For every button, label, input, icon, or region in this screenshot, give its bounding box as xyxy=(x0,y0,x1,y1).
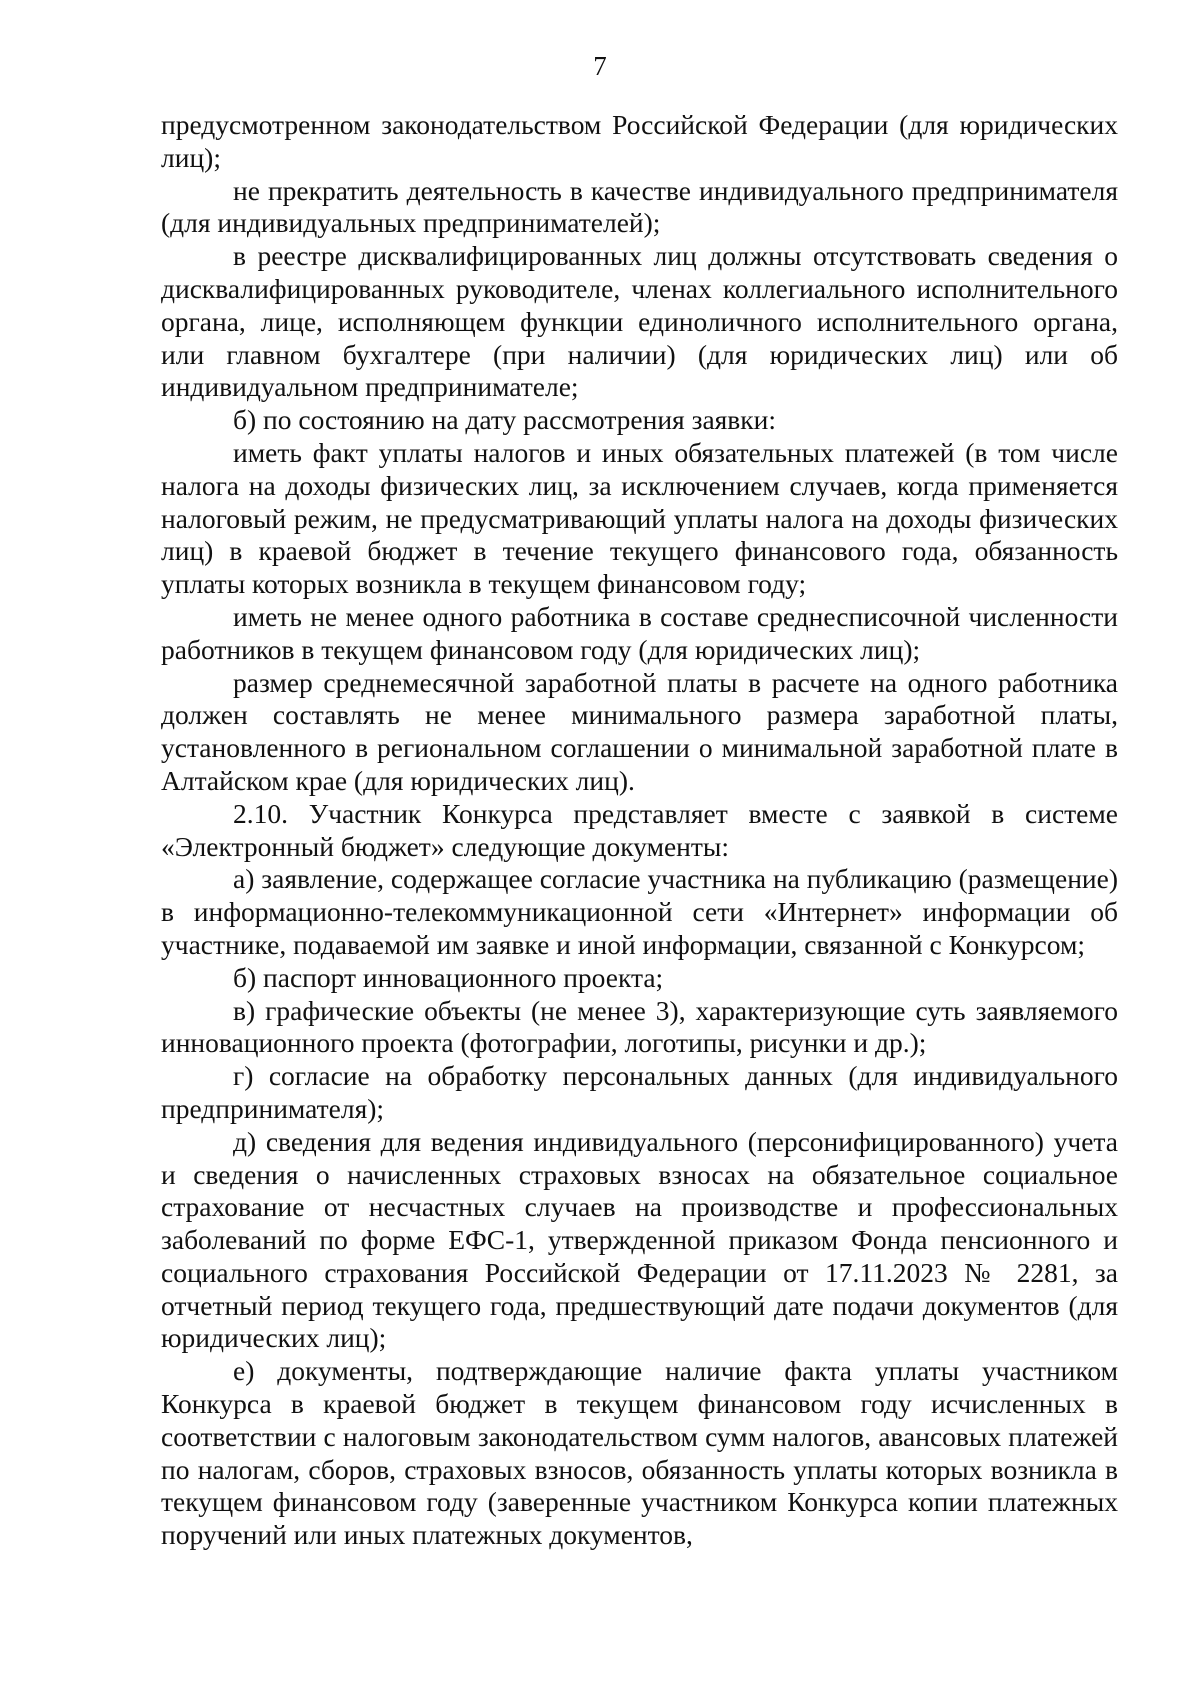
list-item-a: а) заявление, содержащее согласие участника на публикацию (размещение) в информационно-телекоммуникационной сети «Интернет» информации об участнике, подаваемой им заявке и иной информации, связанной с Конкурсом; xyxy=(161,863,1118,960)
page-number: 7 xyxy=(593,51,607,81)
paragraph: иметь факт уплаты налогов и иных обязательных платежей (в том числе налога на доходы физических лиц, за исключением случаев, когда применяется налоговый режим, не предусматривающий уплаты налога на доходы физических лиц) в краевой бюджет в течение текущего финансового года, обязанность уплаты которых возникла в текущем финансовом году; xyxy=(161,436,1118,600)
list-item-v: в) графические объекты (не менее 3), характеризующие суть заявляемого инновационного проекта (фотографии, логотипы, рисунки и др.); xyxy=(161,994,1118,1059)
list-item-d: д) сведения для ведения индивидуального (персонифицированного) учета и сведения о начисленных страховых взносах на обязательное социальное страхование от несчастных случаев на производстве и профессиональных заболеваний по форме ЕФС-1, утвержденной приказом Фонда пенсионного и социального страхования Российской Федерации от 17.11.2023 № 2281, за отчетный период текущего года, предшествующий дате подачи документов (для юридических лиц); xyxy=(161,1125,1118,1354)
paragraph: размер среднемесячной заработной платы в расчете на одного работника должен составлять не менее минимального размера заработной платы, установленного в региональном соглашении о минимальной заработной плате в Алтайском крае (для юридических лиц). xyxy=(161,666,1118,796)
section-paragraph-2-10: 2.10. Участник Конкурса представляет вместе с заявкой в системе «Электронный бюджет» следующие документы: xyxy=(161,797,1118,862)
paragraph: иметь не менее одного работника в составе среднесписочной численности работников в текущем финансовом году (для юридических лиц); xyxy=(161,600,1118,665)
list-item-g: г) согласие на обработку персональных данных (для индивидуального предпринимателя); xyxy=(161,1060,1118,1124)
list-item-e: е) документы, подтверждающие наличие факта уплаты участником Конкурса в краевой бюджет в текущем финансовом году исчисленных в соответствии с налоговым законодательством сумм налогов, авансовых платежей по налогам, сборов, страховых взносов, обязанность уплаты которых возникла в текущем финансовом году (заверенные участником Конкурса копии платежных поручений или иных платежных документов, xyxy=(161,1355,1118,1551)
paragraph-continuation: предусмотренном законодательством Российской Федерации (для юридических лиц); xyxy=(161,109,1118,173)
document-body xyxy=(161,109,1118,1552)
list-item-b: б) паспорт инновационного проекта; xyxy=(233,961,664,993)
paragraph: не прекратить деятельность в качестве индивидуального предпринимателя (для индивидуальных предпринимателей); xyxy=(161,174,1118,239)
paragraph: б) по состоянию на дату рассмотрения заявки: xyxy=(233,404,777,436)
paragraph: в реестре дисквалифицированных лиц должны отсутствовать сведения о дисквалифицированных руководителе, членах коллегиального исполнительного органа, лице, исполняющем функции единоличного исполнительного органа, или главном бухгалтере (при наличии) (для юридических лиц) или об индивидуальном предпринимателе; xyxy=(161,240,1118,403)
